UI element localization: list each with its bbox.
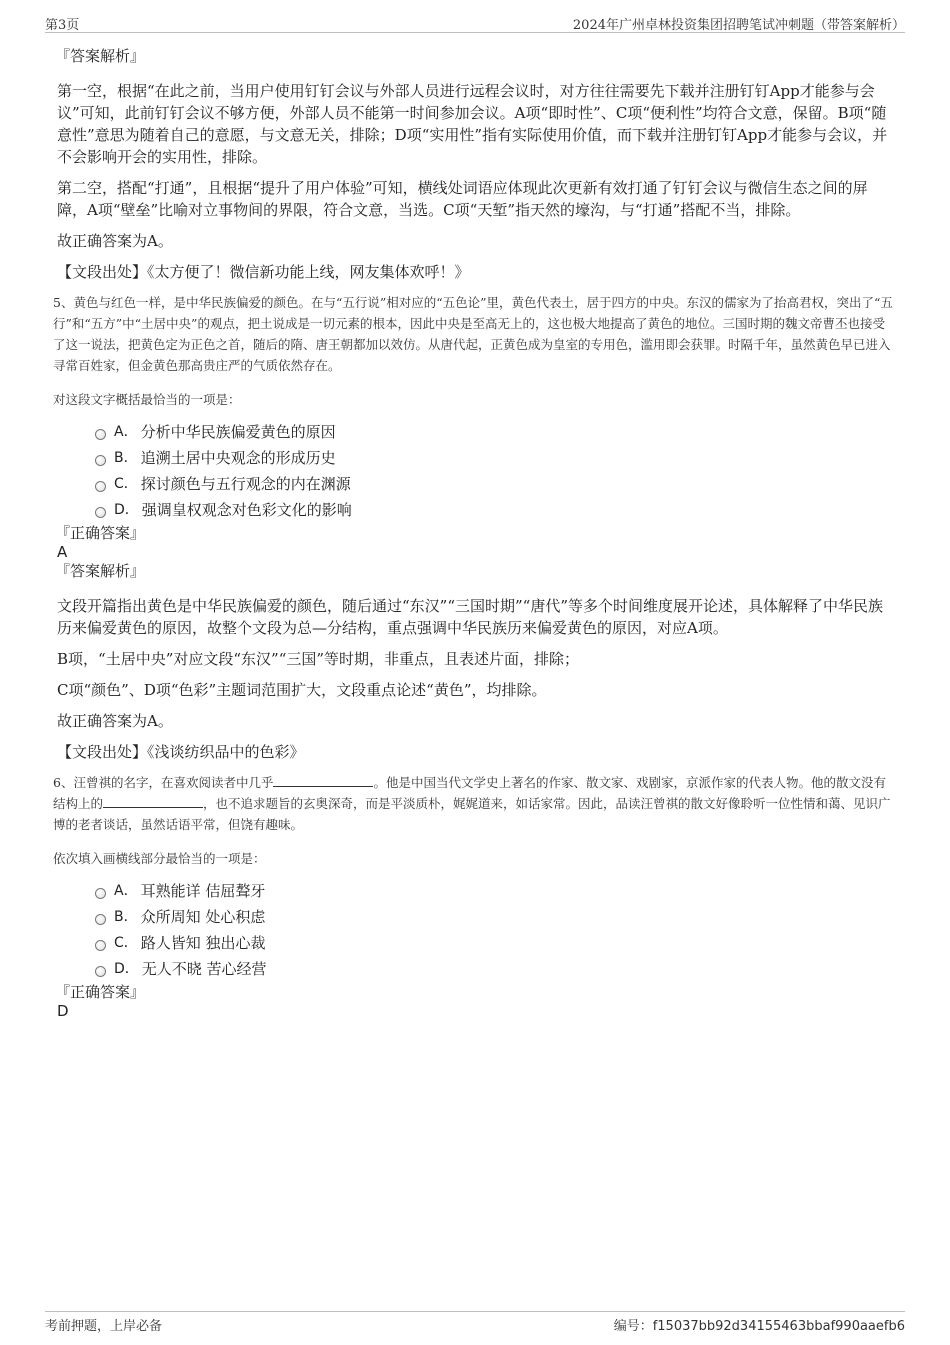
page-footer — [45, 1311, 905, 1334]
option-a[interactable]: A． 耳熟能详 佶屈聱牙 — [95, 878, 897, 904]
document-title: 2024年广州卓林投资集团招聘笔试冲刺题（带答案解析） — [572, 18, 905, 33]
analysis-paragraph: C项“颜色”、D项“色彩”主题词范围扩大，文段重点论述“黄色”，均排除。 — [57, 681, 547, 699]
page-content — [53, 46, 897, 1020]
radio-icon[interactable] — [95, 940, 106, 951]
radio-icon[interactable] — [95, 966, 106, 977]
source-citation: 【文段出处】《浅谈纺织品中的色彩》 — [57, 743, 305, 761]
radio-icon[interactable] — [95, 507, 106, 518]
radio-icon[interactable] — [95, 914, 106, 925]
analysis-paragraph: 第二空，搭配“打通”，且根据“提升了用户体验”可知，横线处词语应体现此次更新有效打通了钉钉会议与微信生态之间的屏障，A项“壁垒”比喻对立事物间的界限，符合文意，当选。C项“天堑”指天然的壕沟，与“打通”搭配不当，排除。 — [57, 179, 868, 219]
correct-answer: A — [57, 543, 68, 561]
answer-conclusion: 故正确答案为A。 — [57, 712, 173, 730]
option-c[interactable]: C． 路人皆知 独出心裁 — [95, 930, 897, 956]
radio-icon[interactable] — [95, 481, 106, 492]
radio-icon[interactable] — [95, 429, 106, 440]
option-d[interactable]: D． 强调皇权观念对色彩文化的影响 — [95, 497, 897, 523]
fill-blank — [103, 795, 203, 808]
radio-icon[interactable] — [95, 455, 106, 466]
analysis-paragraph: B项，“土居中央”对应文段“东汉”“三国”等时期，非重点，且表述片面，排除； — [57, 650, 580, 668]
source-citation: 【文段出处】《太方便了！微信新功能上线，网友集体欢呼！》 — [57, 263, 470, 281]
option-b[interactable]: B． 追溯土居中央观念的形成历史 — [95, 445, 897, 471]
answer-conclusion: 故正确答案为A。 — [57, 232, 173, 250]
correct-answer: D — [57, 1002, 69, 1020]
option-c[interactable]: C． 探讨颜色与五行观念的内在渊源 — [95, 471, 897, 497]
analysis-paragraph: 文段开篇指出黄色是中华民族偏爱的颜色，随后通过“东汉”“三国时期”“唐代”等多个时间维度展开论述，具体解释了中华民族历来偏爱黄色的原因，故整个文段为总—分结构，重点强调中华民族历来偏爱黄色的原因，对应A项。 — [57, 597, 884, 637]
analysis-label: 『答案解析』 — [55, 562, 146, 580]
question-prompt: 对这段文字概括最恰当的一项是： — [53, 392, 241, 407]
question-stem: 6、汪曾祺的名字，在喜欢阅读者中几乎 。他是中国当代文学史上著名的作家、散文家、戏剧家，京派作家的代表人物。他的散文没有结构上的 ，也不追求题旨的玄奥深奇，而是平淡质朴，娓娓道来，如话家常。因此，品读汪曾祺的散文好像聆听一位性情和蔼、见识广博的老者谈话，虽然话语平常，但饶有趣味。 — [53, 775, 891, 832]
fill-blank — [273, 774, 373, 787]
page-header — [45, 12, 905, 33]
analysis-paragraph: 第一空，根据“在此之前，当用户使用钉钉会议与外部人员进行远程会议时，对方往往需要先下载并注册钉钉App才能参与会议”可知，此前钉钉会议不够方便，外部人员不能第一时间参加会议。A项“即时性”、C项“便利性”均符合文意，保留。B项“随意性”意思为随着自己的意愿，与文意无关，排除；D项“实用性”指有实际使用价值，而下载并注册钉钉App才能参与会议，并不会影响开会的实用性，排除。 — [57, 82, 888, 166]
question-prompt: 依次填入画横线部分最恰当的一项是： — [53, 851, 266, 866]
option-a[interactable]: A． 分析中华民族偏爱黄色的原因 — [95, 419, 897, 445]
correct-answer-label: 『正确答案』 — [55, 983, 146, 1001]
footer-slogan: 考前押题，上岸必备 — [45, 1319, 163, 1334]
options-list — [57, 878, 897, 982]
document-code: 编号：f15037bb92d34155463bbaf990aaefb6 — [613, 1319, 905, 1334]
option-b[interactable]: B． 众所周知 处心积虑 — [95, 904, 897, 930]
analysis-label: 『答案解析』 — [55, 47, 146, 65]
option-d[interactable]: D． 无人不晓 苦心经营 — [95, 956, 897, 982]
correct-answer-label: 『正确答案』 — [55, 524, 146, 542]
question-stem: 5、黄色与红色一样，是中华民族偏爱的颜色。在与“五行说”相对应的“五色论”里，黄色代表土，居于四方的中央。东汉的儒家为了抬高君权，突出了“五行”和“五方”中“土居中央”的观点，把土说成是一切元素的根本，因此中央是至高无上的，这也极大地提高了黄色的地位。三国时期的魏文帝曹丕也接受了这一说法，把黄色定为正色之首，随后的隋、唐王朝都加以效仿。从唐代起，正黄色成为皇室的专用色，滥用即会获罪。时隔千年，虽然黄色早已进入寻常百姓家，但金黄色那高贵庄严的气质依然存在。 — [53, 295, 893, 373]
page-number: 第3页 — [45, 18, 80, 33]
radio-icon[interactable] — [95, 888, 106, 899]
options-list — [57, 419, 897, 523]
